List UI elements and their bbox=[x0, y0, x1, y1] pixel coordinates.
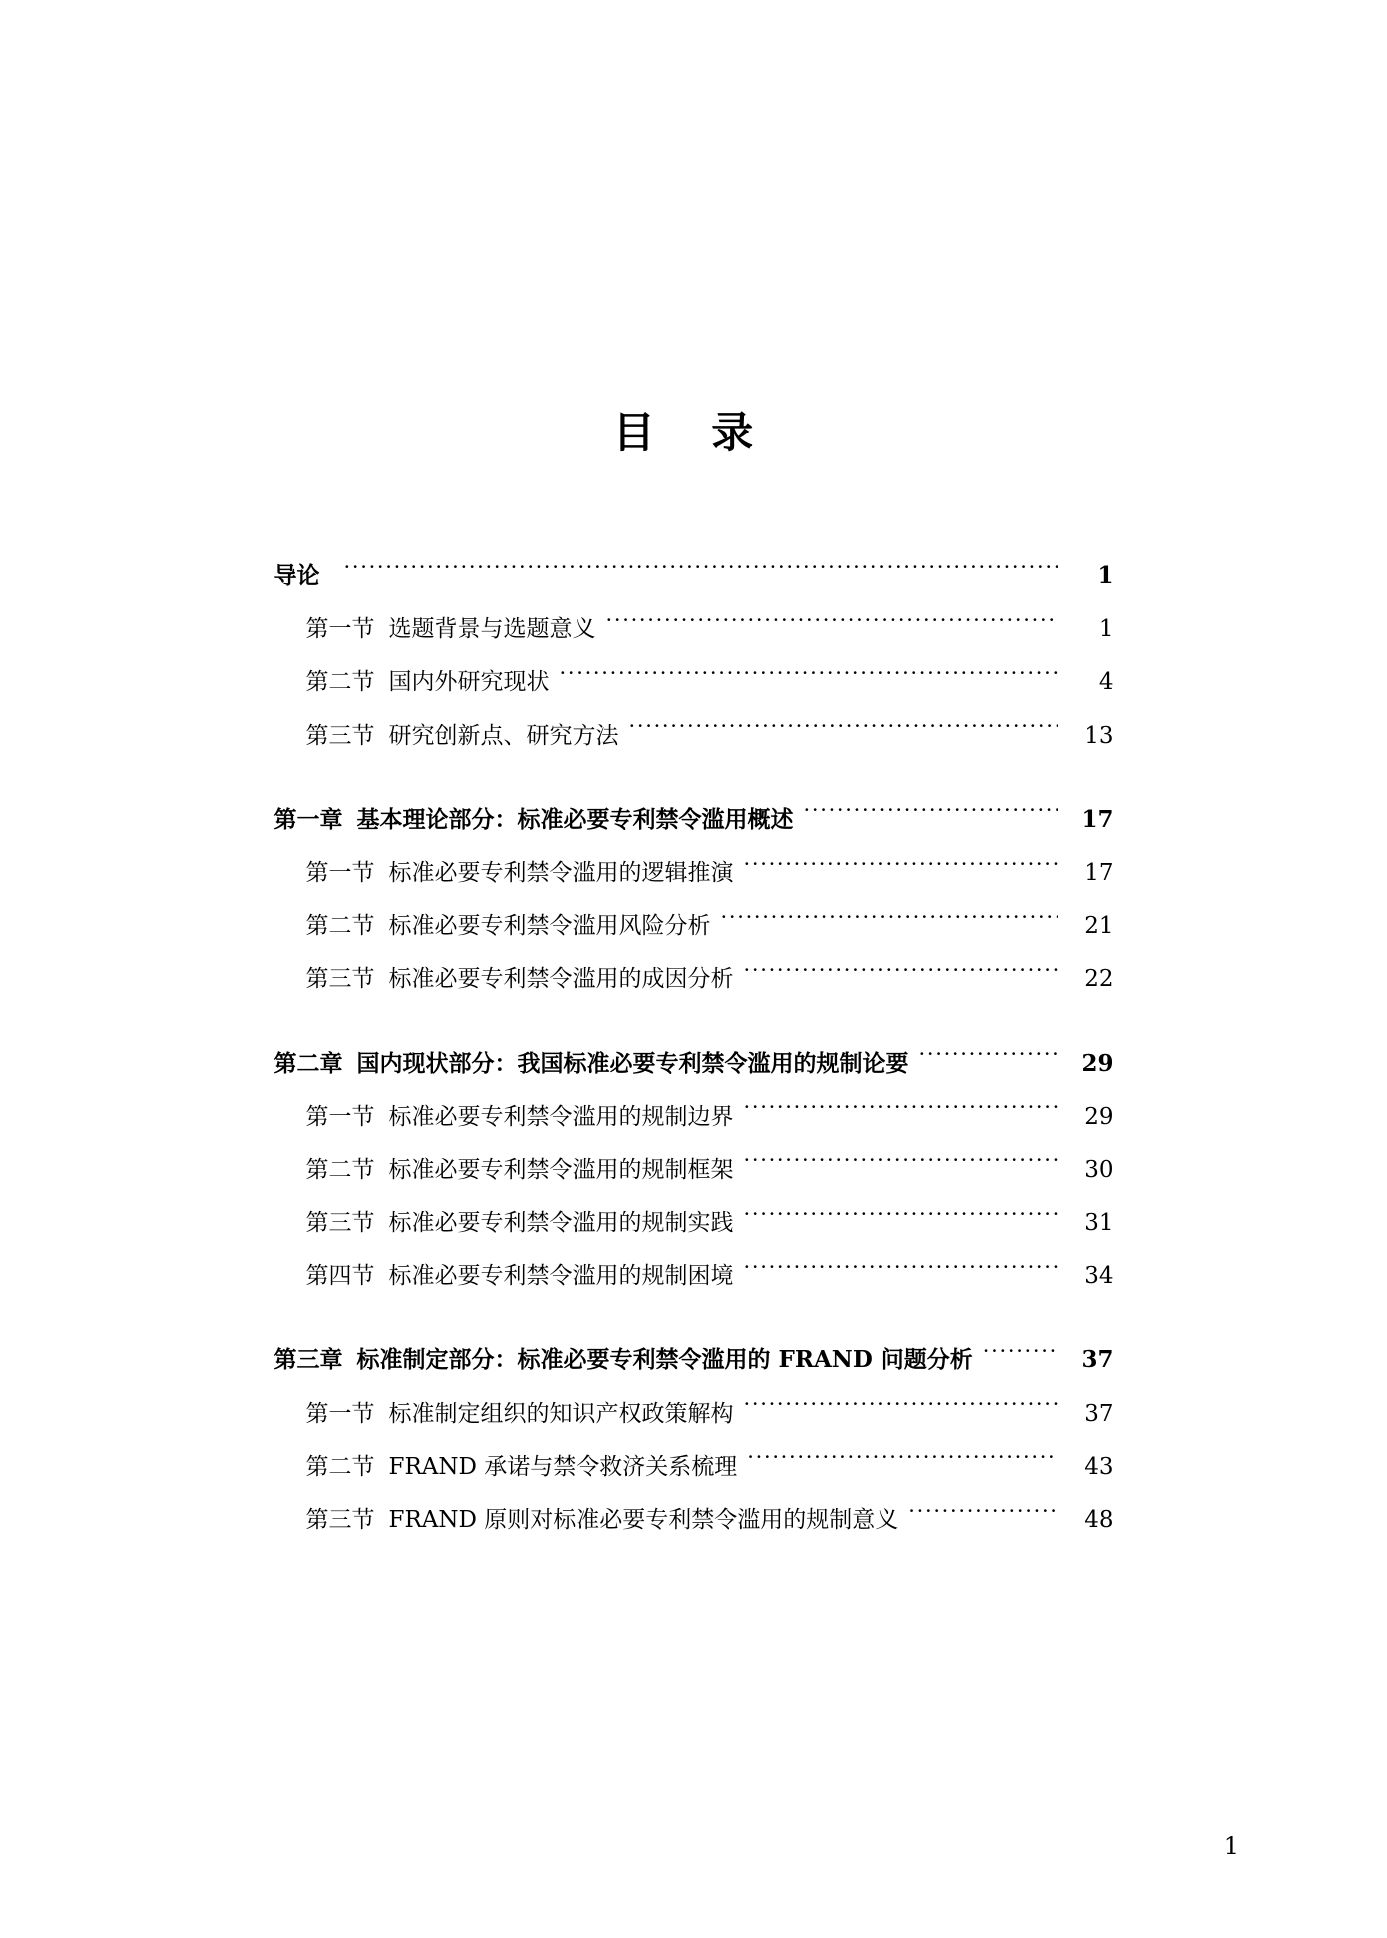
toc-entry-page: 17 bbox=[1084, 859, 1114, 886]
toc-entry-label: 国内现状部分：我国标准必要专利禁令滥用的规制论要 bbox=[356, 1049, 909, 1077]
toc-entry-page: 43 bbox=[1084, 1453, 1114, 1480]
toc-entry-page: 37 bbox=[1084, 1400, 1114, 1427]
toc-section-entry[interactable] bbox=[306, 910, 1114, 942]
toc-section-entry[interactable] bbox=[306, 613, 1114, 645]
toc-leader-dots bbox=[744, 1207, 1058, 1230]
toc-entry-number: 第二节 bbox=[305, 913, 375, 940]
table-of-contents bbox=[274, 460, 1114, 1536]
toc-entry-number: 第四节 bbox=[305, 1263, 375, 1290]
toc-section-entry[interactable] bbox=[306, 857, 1114, 889]
toc-chapter-entry[interactable] bbox=[274, 804, 1114, 836]
toc-section-entry[interactable] bbox=[306, 666, 1114, 698]
toc-entry-number: 第一章 bbox=[273, 805, 343, 833]
toc-leader-dots bbox=[560, 666, 1058, 689]
toc-entry-number: 第二节 bbox=[305, 1453, 375, 1480]
toc-section-entry[interactable] bbox=[306, 1451, 1114, 1483]
toc-leader-dots bbox=[344, 560, 1058, 583]
toc-entry-label: 基本理论部分：标准必要专利禁令滥用概述 bbox=[356, 805, 794, 833]
toc-section-entry[interactable] bbox=[306, 1504, 1114, 1536]
toc-entry-page: 34 bbox=[1084, 1263, 1114, 1290]
toc-group bbox=[274, 1344, 1114, 1536]
toc-group bbox=[274, 560, 1114, 752]
toc-section-entry[interactable] bbox=[306, 1398, 1114, 1430]
toc-entry-label: 标准必要专利禁令滥用风险分析 bbox=[388, 913, 711, 940]
toc-entry-label: 研究创新点、研究方法 bbox=[388, 722, 619, 749]
toc-entry-page: 22 bbox=[1084, 966, 1114, 993]
toc-entry-page: 21 bbox=[1084, 913, 1114, 940]
toc-leader-dots bbox=[606, 613, 1058, 636]
toc-entry-page: 30 bbox=[1084, 1156, 1114, 1183]
toc-leader-dots bbox=[747, 1451, 1057, 1474]
toc-section-entry[interactable] bbox=[306, 1101, 1114, 1133]
toc-entry-number: 第一节 bbox=[305, 616, 375, 643]
toc-entry-number: 第三节 bbox=[305, 1210, 375, 1237]
toc-entry-number: 第三节 bbox=[305, 1507, 375, 1533]
toc-entry-number: 第三节 bbox=[305, 966, 375, 993]
toc-entry-number: 第二节 bbox=[305, 669, 375, 696]
toc-leader-dots bbox=[908, 1504, 1057, 1527]
toc-entry-label: FRAND 承诺与禁令救济关系梳理 bbox=[388, 1453, 738, 1480]
toc-entry-page: 1 bbox=[1098, 616, 1114, 643]
toc-entry-number: 第一节 bbox=[305, 859, 375, 886]
toc-entry-label: 标准必要专利禁令滥用的成因分析 bbox=[388, 966, 734, 993]
toc-entry-number: 第一节 bbox=[305, 1103, 375, 1130]
toc-section-entry[interactable] bbox=[306, 1260, 1114, 1292]
toc-chapter-entry[interactable] bbox=[274, 1344, 1114, 1376]
toc-entry-page: 31 bbox=[1084, 1210, 1114, 1237]
toc-entry-page: 48 bbox=[1084, 1507, 1114, 1533]
toc-entry-number: 第三节 bbox=[305, 722, 375, 749]
toc-entry-page: 37 bbox=[1081, 1346, 1114, 1374]
toc-entry-label: 标准制定组织的知识产权政策解构 bbox=[388, 1400, 734, 1427]
toc-leader-dots bbox=[744, 857, 1058, 880]
toc-entry-page: 4 bbox=[1098, 669, 1114, 696]
toc-entry-page: 13 bbox=[1084, 722, 1114, 749]
page-title: 目 录 bbox=[612, 408, 775, 457]
toc-leader-dots bbox=[721, 910, 1058, 933]
toc-entry-number: 第一节 bbox=[305, 1400, 375, 1427]
toc-leader-dots bbox=[744, 1154, 1058, 1177]
toc-leader-dots bbox=[744, 1260, 1058, 1283]
toc-entry-label: FRAND 原则对标准必要专利禁令滥用的规制意义 bbox=[388, 1507, 899, 1533]
toc-group bbox=[274, 1048, 1114, 1293]
toc-entry-page: 17 bbox=[1081, 805, 1114, 833]
toc-entry-number: 第二章 bbox=[273, 1049, 343, 1077]
toc-group bbox=[274, 804, 1114, 996]
toc-entry-label: 标准必要专利禁令滥用的规制困境 bbox=[388, 1263, 734, 1290]
toc-entry-page: 1 bbox=[1097, 562, 1114, 589]
toc-leader-dots bbox=[744, 1101, 1058, 1124]
toc-entry-page: 29 bbox=[1081, 1049, 1114, 1077]
toc-leader-dots bbox=[744, 1398, 1058, 1421]
toc-section-entry[interactable] bbox=[306, 1154, 1114, 1186]
toc-entry-label: 选题背景与选题意义 bbox=[388, 616, 596, 643]
toc-entry-label: 标准必要专利禁令滥用的逻辑推演 bbox=[388, 859, 734, 886]
toc-entry-number: 第三章 bbox=[273, 1346, 343, 1374]
toc-chapter-entry[interactable] bbox=[274, 1048, 1114, 1080]
toc-section-entry[interactable] bbox=[306, 720, 1114, 752]
toc-leader-dots bbox=[919, 1048, 1058, 1071]
toc-leader-dots bbox=[804, 804, 1058, 827]
toc-section-entry[interactable] bbox=[306, 1207, 1114, 1239]
folio-number: 1 bbox=[1223, 1832, 1239, 1860]
toc-entry-label: 标准必要专利禁令滥用的规制实践 bbox=[388, 1210, 734, 1237]
toc-chapter-entry[interactable] bbox=[274, 560, 1114, 592]
toc-entry-label: 标准必要专利禁令滥用的规制边界 bbox=[388, 1103, 734, 1130]
toc-entry-number: 第二节 bbox=[305, 1156, 375, 1183]
toc-entry-label: 标准制定部分：标准必要专利禁令滥用的 FRAND 问题分析 bbox=[356, 1346, 973, 1374]
toc-section-entry[interactable] bbox=[306, 963, 1114, 995]
toc-leader-dots bbox=[744, 963, 1058, 986]
toc-entry-number: 导论 bbox=[273, 562, 320, 589]
toc-entry-label: 国内外研究现状 bbox=[388, 669, 550, 696]
toc-leader-dots bbox=[629, 720, 1058, 743]
toc-leader-dots bbox=[983, 1344, 1058, 1367]
toc-entry-page: 29 bbox=[1084, 1103, 1114, 1130]
toc-entry-label: 标准必要专利禁令滥用的规制框架 bbox=[388, 1156, 734, 1183]
